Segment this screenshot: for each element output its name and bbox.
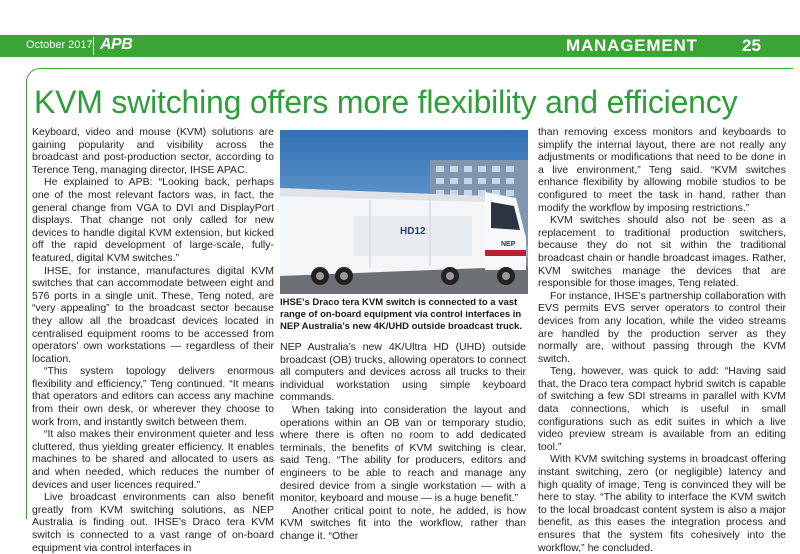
photo-caption: IHSE’s Draco tera KVM switch is connected to a vast range of on-board equipment via control interfaces in NEP Australia’s new 4K/UHD outside broadcast truck. — [280, 297, 522, 332]
paragraph: “This system topology delivers enormous flexibility and efficiency,” Teng continued. “It means that operators and editors can access any machine from their own desk, or wherever they choose to work from, and instantly switch between them. — [32, 365, 274, 428]
paragraph: For instance, IHSE’s partnership collaboration with EVS permits EVS server operators to control their devices from any location, while the video streams are handled by the production server as they normally are, without passing through the KVM switch. — [538, 289, 786, 365]
paragraph: KVM switches should also not be seen as a replacement to traditional production switchers, because they do not sit within the traditional broadcast chain or handle broadcast images. Rather, KVM switches manage the devices that are responsible for those images, Teng related. — [538, 214, 786, 290]
article-photo-ob-truck — [280, 130, 528, 294]
paragraph: When taking into consideration the layout and operations within an OB van or temporary studio, where there is often no room to add dedicated terminals, the benefits of KVM switching is clear, said Teng. “The ability for producers, editors and engineers to be able to reach and manage any desired device from a single workstation — with a monitor, keyboard and mouse — is a huge benefit.” — [280, 403, 526, 505]
page-number: 25 — [742, 36, 761, 55]
truck-label: HD12 — [400, 226, 426, 237]
paragraph: than removing excess monitors and keyboards to simplify the internal layout, there are not really any adjustments or modifications that need to be done in a live environment,” Teng said. “KVM switches enhance flexibility by allowing mobile studios to be configured to meet the task in hand, rather than modify the workflow by imposing restrictions.” — [538, 126, 786, 214]
page-header-bar — [0, 35, 800, 57]
article-headline: KVM switching offers more flexibility and efficiency — [34, 84, 738, 120]
paragraph: He explained to APB: “Looking back, perhaps one of the most relevant factors was, in fact, the general change from VGA to DVI and DisplayPort displays. That change not only called for new devices to handle digital KVM extension, but kicked off the rapid development of large-scale, fully-featured, digital KVM switches.” — [32, 176, 274, 264]
header-divider — [93, 37, 94, 55]
paragraph: Teng, however, was quick to add: “Having said that, the Draco tera compact hybrid switch is capable of switching a few SDI streams in parallel with KVM data connections, which is useful in small configurations such as edit suites in which a live video preview stream is available from an editing tool.” — [538, 365, 786, 453]
paragraph: With KVM switching systems in broadcast offering instant switching, zero (or negligible) latency and high quality of image, Teng is convinced they will be here to stay. “The ability to interface the KVM switch to the local broadcast content system is also a major benefit, as this eases the integration process and ensures that the system fits cohesively into the workflow,” he concluded. — [538, 453, 786, 554]
paragraph: Live broadcast environments can also benefit greatly from KVM switching solutions, as NEP Australia is finding out. IHSE’s Draco tera KVM switch is connected to a vast range of on-board equipment via control interfaces in — [32, 491, 274, 554]
article-column-3 — [538, 126, 786, 554]
article-column-1 — [32, 126, 274, 554]
article-column-2 — [280, 341, 526, 543]
ob-truck-illustration — [280, 130, 528, 294]
paragraph: “It also makes their environment quieter and less cluttered, thus yielding greater efficiency. It enables machines to be shared and allocated to users as and when needed, which reduces the number of devices and user licences required.” — [32, 428, 274, 491]
paragraph: Keyboard, video and mouse (KVM) solutions are gaining popularity and visibility across the broadcast and post-production sector, according to Terence Teng, managing director, IHSE APAC. — [32, 126, 274, 176]
paragraph: Another critical point to note, he added, is how KVM switches fit into the workflow, rather than change it. “Other — [280, 504, 526, 542]
publication-logo: APB — [100, 36, 133, 53]
section-title: MANAGEMENT — [566, 36, 698, 55]
truck-brand-mark: NEP — [501, 241, 516, 248]
paragraph: NEP Australia’s new 4K/Ultra HD (UHD) outside broadcast (OB) trucks, allowing operators to connect all computers and devices across all trucks to their individual workstation using simple keyboard commands. — [280, 341, 526, 404]
issue-date: October 2017 — [26, 39, 93, 51]
paragraph: IHSE, for instance, manufactures digital KVM switches that can accommodate between eight and 576 ports in a single unit. These, Teng noted, are “very appealing” to the broadcast sector because they allow all the broadcast devices located in centralised equipment rooms to be accessed from operators’ own workstations — regardless of their location. — [32, 264, 274, 365]
